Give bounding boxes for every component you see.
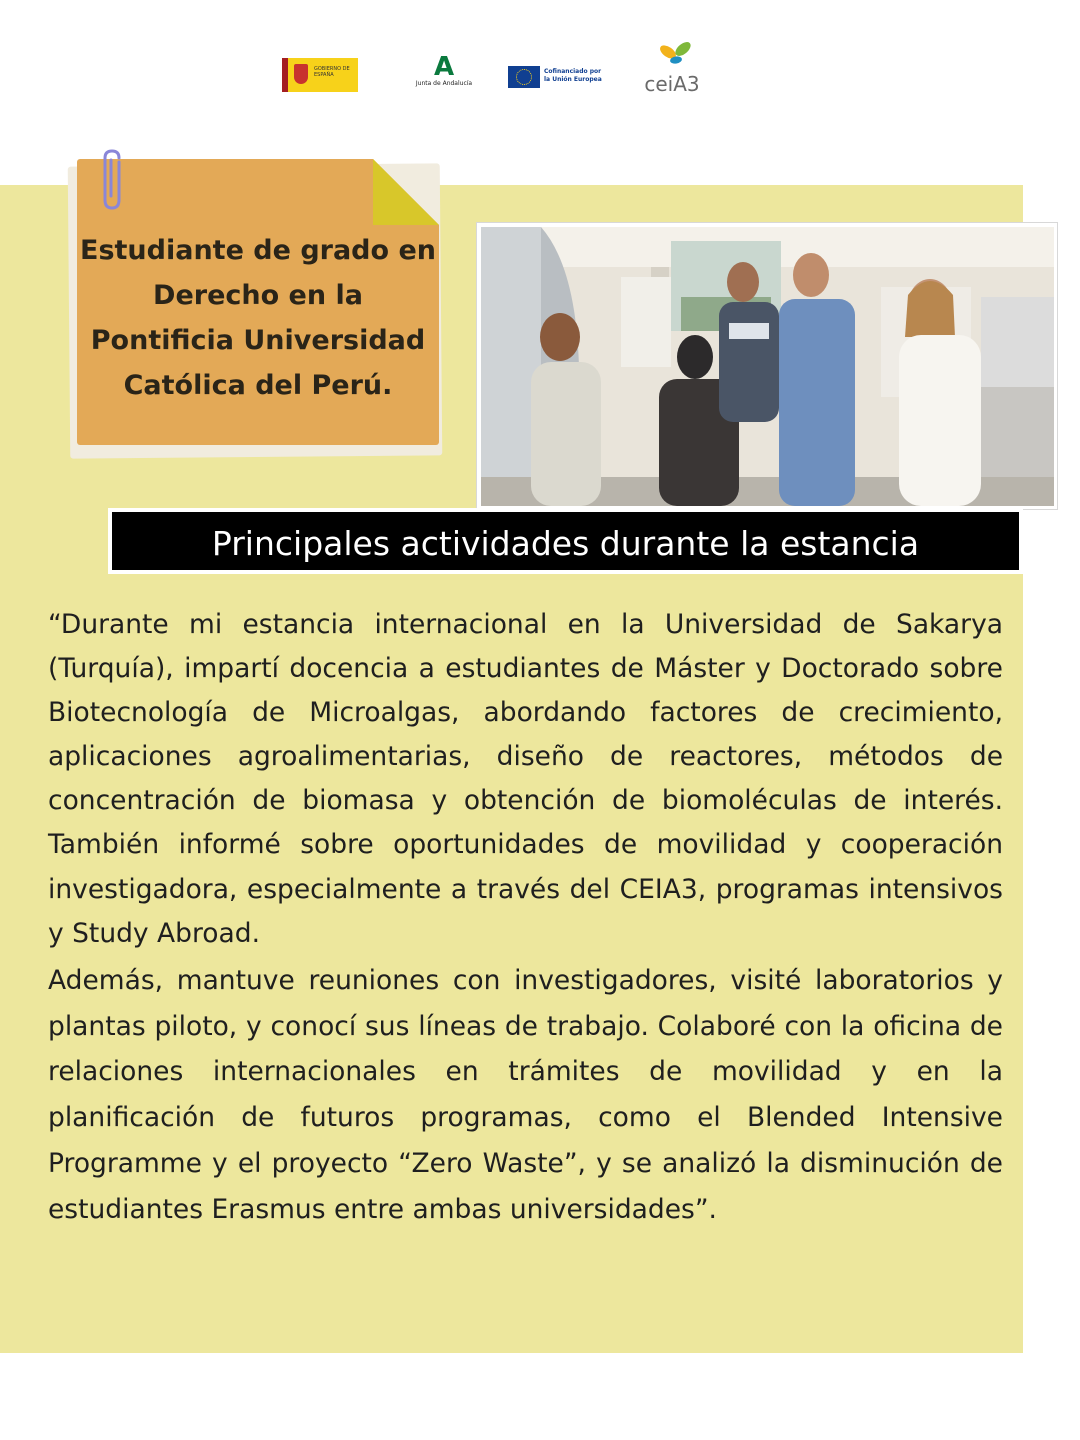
group-photo bbox=[481, 227, 1054, 506]
eu-cofinanced-logo bbox=[508, 66, 608, 92]
eu-logo-text: Cofinanciado por la Unión Europea bbox=[544, 68, 602, 83]
junta-andalucia-logo bbox=[408, 54, 480, 94]
note-text: Estudiante de grado en Derecho en la Pontificia Universidad Católica del Perú. bbox=[80, 235, 436, 401]
testimonial-body bbox=[48, 603, 1003, 1233]
coat-of-arms-icon bbox=[294, 64, 308, 84]
eu-flag-icon bbox=[508, 66, 540, 88]
paperclip-icon bbox=[100, 148, 126, 212]
section-title: Principales actividades durante la estancia bbox=[211, 524, 920, 563]
ceia3-logo-text: ceiA3 bbox=[644, 72, 700, 96]
ceia3-leaves-icon bbox=[656, 40, 696, 66]
logo-strip bbox=[270, 38, 730, 110]
testimonial-paragraph-1: “Durante mi estancia internacional en la Universidad de Sakarya (Turquía), impartí docencia a estudiantes de Máster y Doctorado sobre Biotecnología de Microalgas, abordando factores de crecimiento, aplicaciones agroalimentarias, diseño de reactores, métodos de concentración de biomasa y obtención de biomoléculas de interés. También informé sobre oportunidades de movilidad y cooperación investigadora, especialmente a través del CEIA3, programas intensivos y Study Abroad. bbox=[48, 609, 1003, 949]
gobierno-logo-text: GOBIERNO DE ESPAÑA bbox=[314, 66, 350, 78]
junta-logo-text: Junta de Andalucía bbox=[415, 80, 473, 87]
testimonial-paragraph-2: Además, mantuve reuniones con investigadores, visité laboratorios y plantas piloto, y conocí sus líneas de trabajo. Colaboré con la oficina de relaciones internacionales en trámites de movilidad y en la planificación de futuros programas, como el Blended Intensive Programme y el proyecto “Zero Waste”, y se analizó la disminución de estudiantes Erasmus entre ambas universidades”. bbox=[48, 964, 1003, 1225]
lab-group-photo-icon bbox=[481, 227, 1054, 506]
junta-mark-icon: A bbox=[433, 52, 455, 82]
ceia3-logo bbox=[636, 40, 708, 108]
gobierno-espana-logo bbox=[282, 58, 358, 92]
